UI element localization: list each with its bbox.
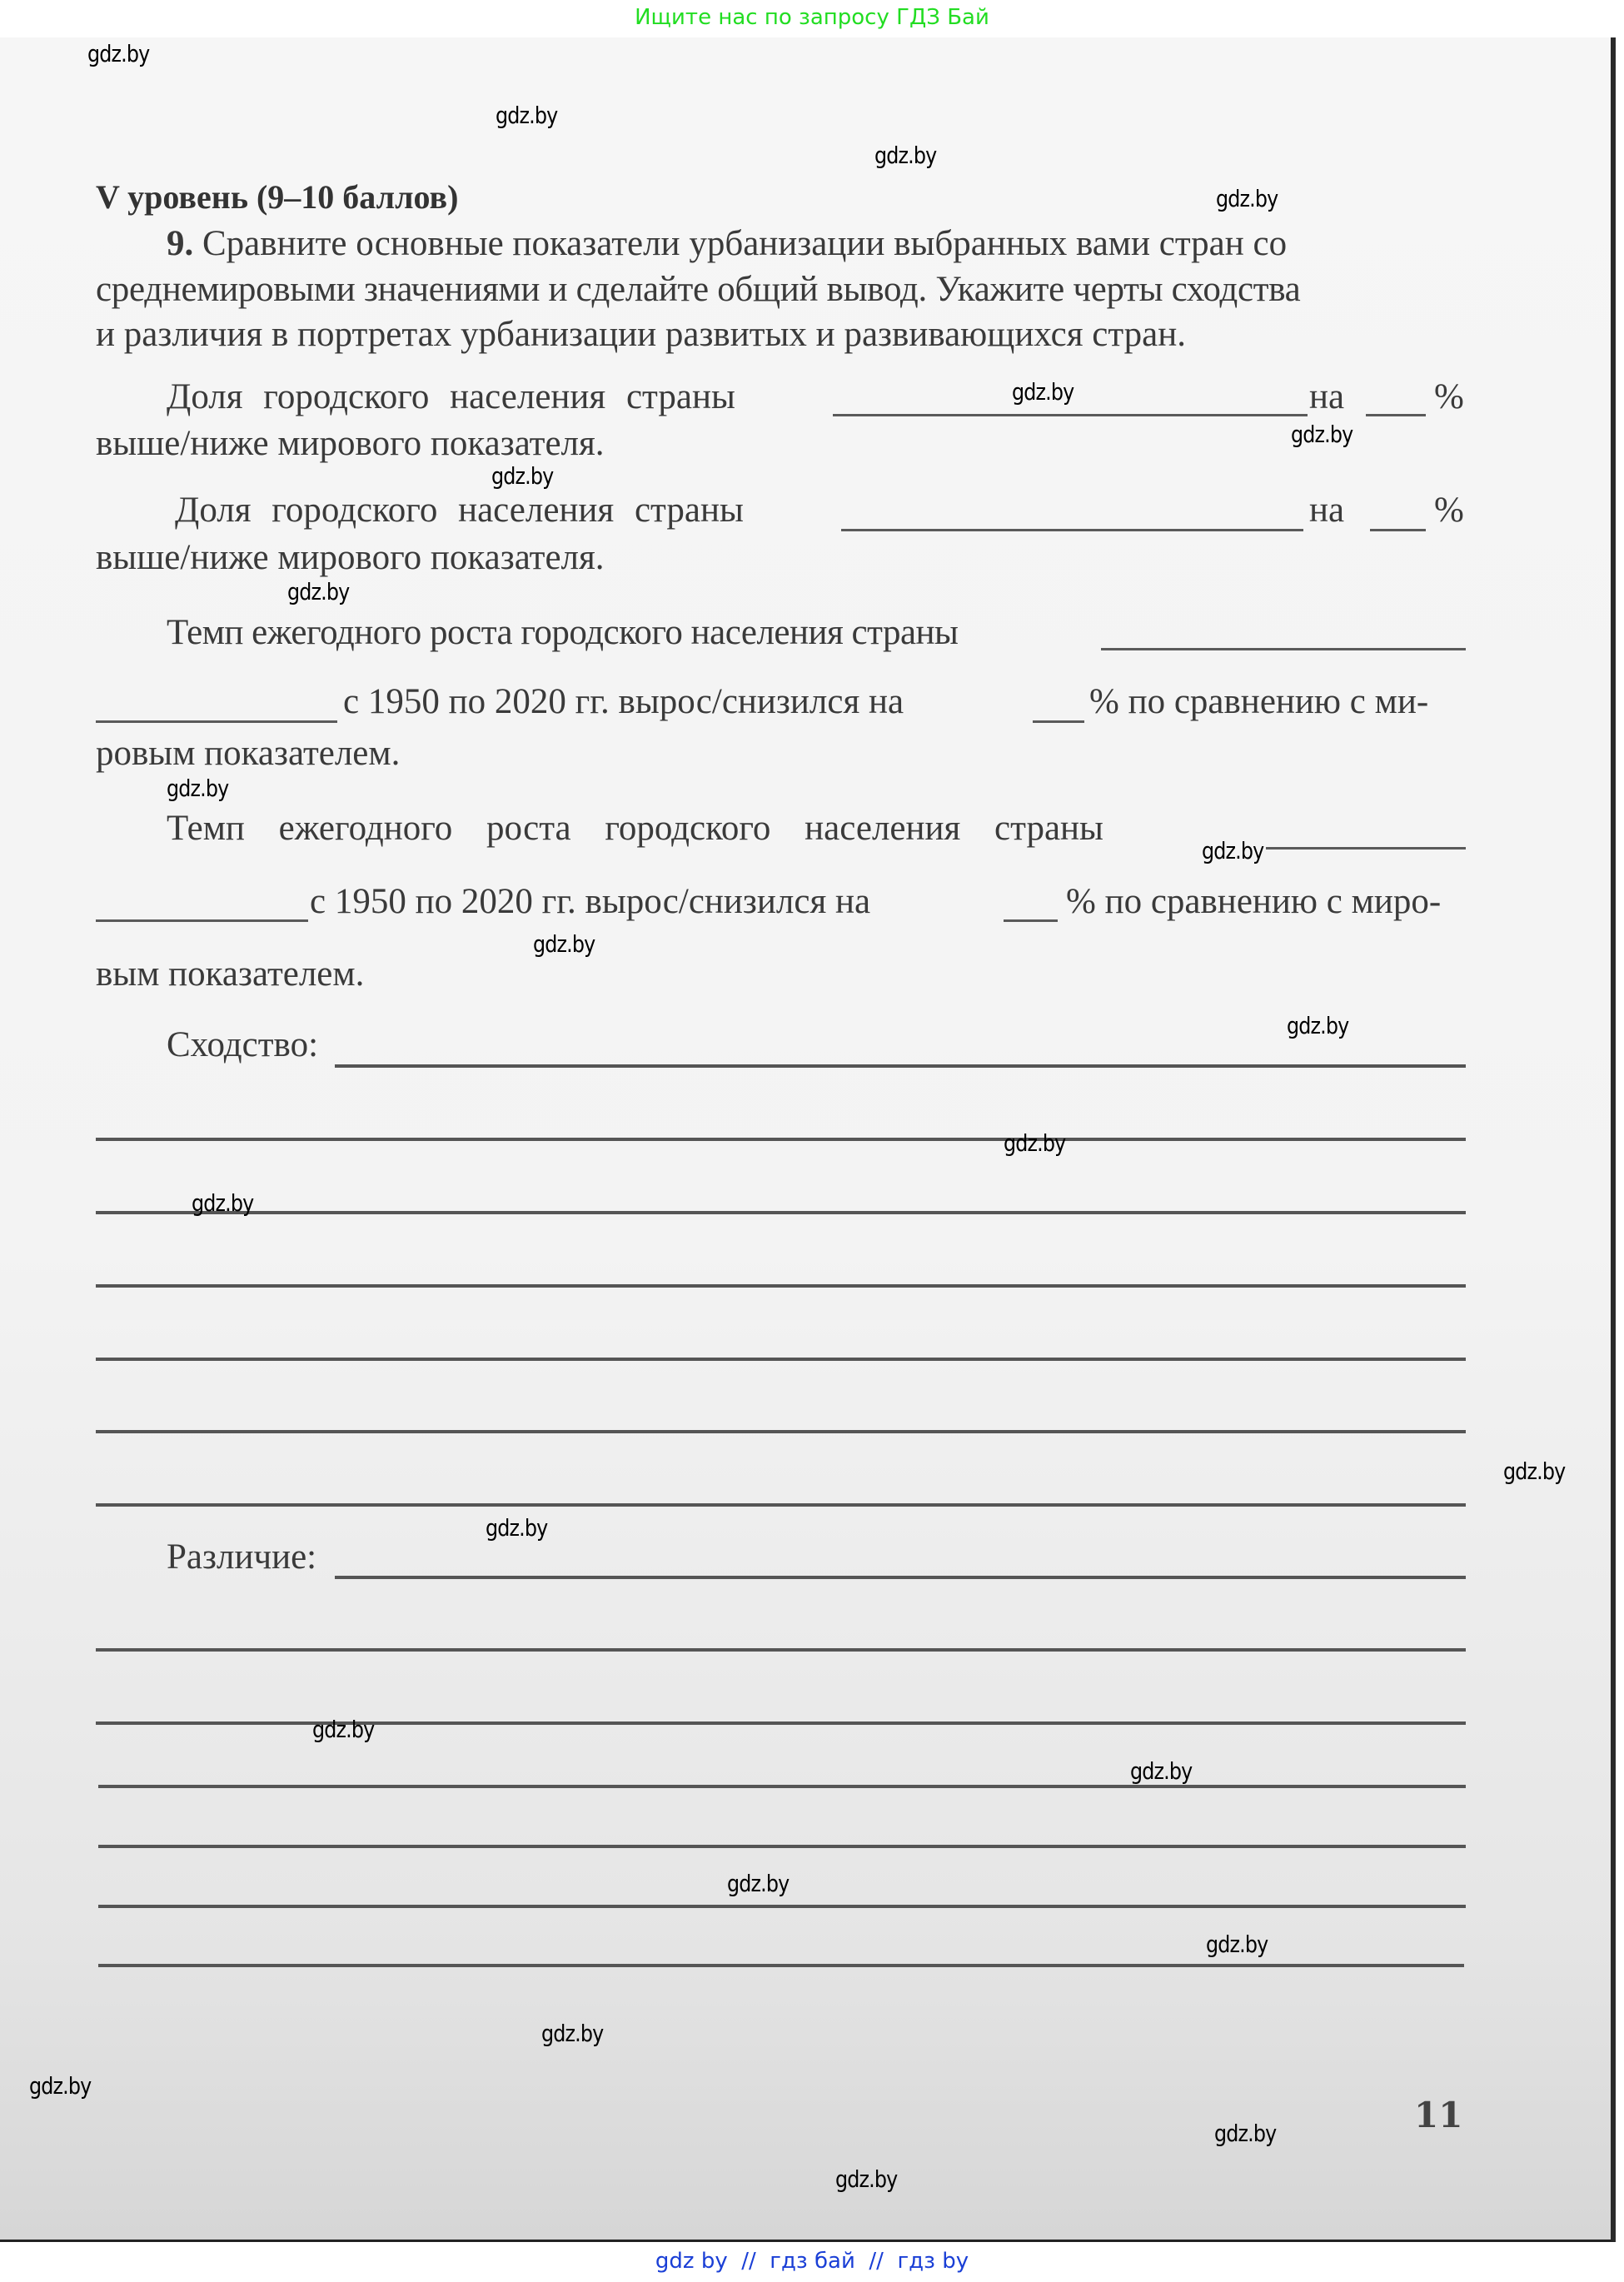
watermark: gdz.by [1202,837,1264,864]
task-number: 9. [167,224,194,263]
share-row-2-mid: на [1309,491,1345,530]
watermark: gdz.by [727,1870,790,1897]
watermark: gdz.by [541,2020,604,2047]
watermark: gdz.by [491,462,554,490]
difference-answer-line-1[interactable] [335,1576,1466,1579]
difference-answer-line-7[interactable] [98,1964,1464,1967]
similarity-answer-line-7[interactable] [96,1503,1466,1507]
growth-row-2-tail-b: вым показателем. [96,954,365,994]
watermark: gdz.by [533,930,595,958]
watermark: gdz.by [1291,421,1353,448]
growth-row-1-country-blank[interactable] [1101,648,1466,650]
growth-row-2-percent-blank[interactable] [1004,919,1058,922]
watermark: gdz.by [1012,378,1074,406]
watermark: gdz.by [1004,1129,1066,1157]
watermark: gdz.by [1206,1931,1268,1958]
task-text-2: среднемировыми значениями и сделайте общий вывод. Укажите черты сходства [96,270,1301,309]
share-row-2-percent-blank[interactable] [1370,529,1426,531]
difference-answer-line-5[interactable] [98,1845,1466,1848]
watermark: gdz.by [1216,185,1278,212]
watermark: gdz.by [1503,1457,1566,1485]
task-line-1 [96,223,1466,265]
difference-answer-line-6[interactable] [98,1905,1466,1908]
growth-row-1-tail-b: ровым показателем. [96,734,401,773]
page-number: 11 [1414,2095,1463,2135]
growth-row-1-label: Темп ежегодного роста городского населения страны [167,613,959,652]
growth-row-2-country-blank[interactable] [1266,847,1466,850]
watermark: gdz.by [167,775,229,802]
watermark: gdz.by [496,102,558,129]
share-row-1-country-blank[interactable] [833,414,1308,416]
share-row-2-tail: выше/ниже мирового показателя. [96,538,605,577]
share-row-1-unit: % [1434,377,1464,416]
watermark: gdz.by [87,40,150,67]
difference-answer-line-3[interactable] [96,1721,1466,1725]
share-row-2-label: Доля городского населения страны [175,491,744,530]
similarity-answer-line-2[interactable] [96,1138,1466,1141]
similarity-answer-line-5[interactable] [96,1358,1466,1361]
growth-row-1-tail-a: % по сравнению с ми- [1089,682,1429,721]
growth-row-2-country-blank-2[interactable] [96,919,308,922]
site-footer [0,2242,1624,2282]
site-header-text: Ищите нас по запросу ГДЗ Бай [635,5,989,30]
share-row-1-tail: выше/ниже мирового показателя. [96,424,605,463]
growth-row-1-mid: с 1950 по 2020 гг. вырос/снизился на [343,682,904,721]
task-text-1: Сравните основные показатели урбанизации выбранных вами стран со [202,224,1288,263]
site-header [0,0,1624,37]
growth-row-1-country-blank-2[interactable] [96,720,337,723]
watermark: gdz.by [874,142,937,169]
watermark: gdz.by [1287,1012,1349,1039]
watermark: gdz.by [1214,2120,1277,2147]
share-row-2-country-blank[interactable] [841,529,1303,531]
growth-row-2-tail-a: % по сравнению с миро- [1066,882,1442,921]
difference-answer-line-4[interactable] [98,1785,1466,1788]
watermark: gdz.by [486,1514,548,1542]
growth-row-2-mid: с 1950 по 2020 гг. вырос/снизился на [310,882,871,921]
share-row-1-label: Доля городского населения страны [167,377,735,416]
watermark: gdz.by [312,1716,375,1743]
similarity-answer-line-6[interactable] [96,1430,1466,1433]
site-footer-links[interactable]: gdz by // гдз бай // гдз by [655,2249,969,2274]
growth-row-2-label: Темп ежегодного роста городского населения страны [167,809,1103,848]
similarity-answer-line-3[interactable] [96,1211,1466,1214]
difference-answer-line-2[interactable] [96,1648,1466,1652]
share-row-2-unit: % [1434,491,1464,530]
similarity-answer-line-1[interactable] [335,1064,1466,1068]
growth-row-1-percent-blank[interactable] [1033,720,1084,723]
task-text-3: и различия в портретах урбанизации развитых и развивающихся стран. [96,315,1187,354]
watermark: gdz.by [192,1189,254,1217]
similarity-answer-line-4[interactable] [96,1284,1466,1288]
watermark: gdz.by [287,578,350,605]
section-heading: V уровень (9–10 баллов) [96,178,459,216]
difference-label: Различие: [167,1537,317,1577]
watermark: gdz.by [1130,1757,1193,1785]
share-row-1-percent-blank[interactable] [1366,414,1426,416]
watermark: gdz.by [835,2165,898,2193]
share-row-1-mid: на [1309,377,1345,416]
similarity-label: Сходство: [167,1025,319,1064]
watermark: gdz.by [29,2072,92,2100]
